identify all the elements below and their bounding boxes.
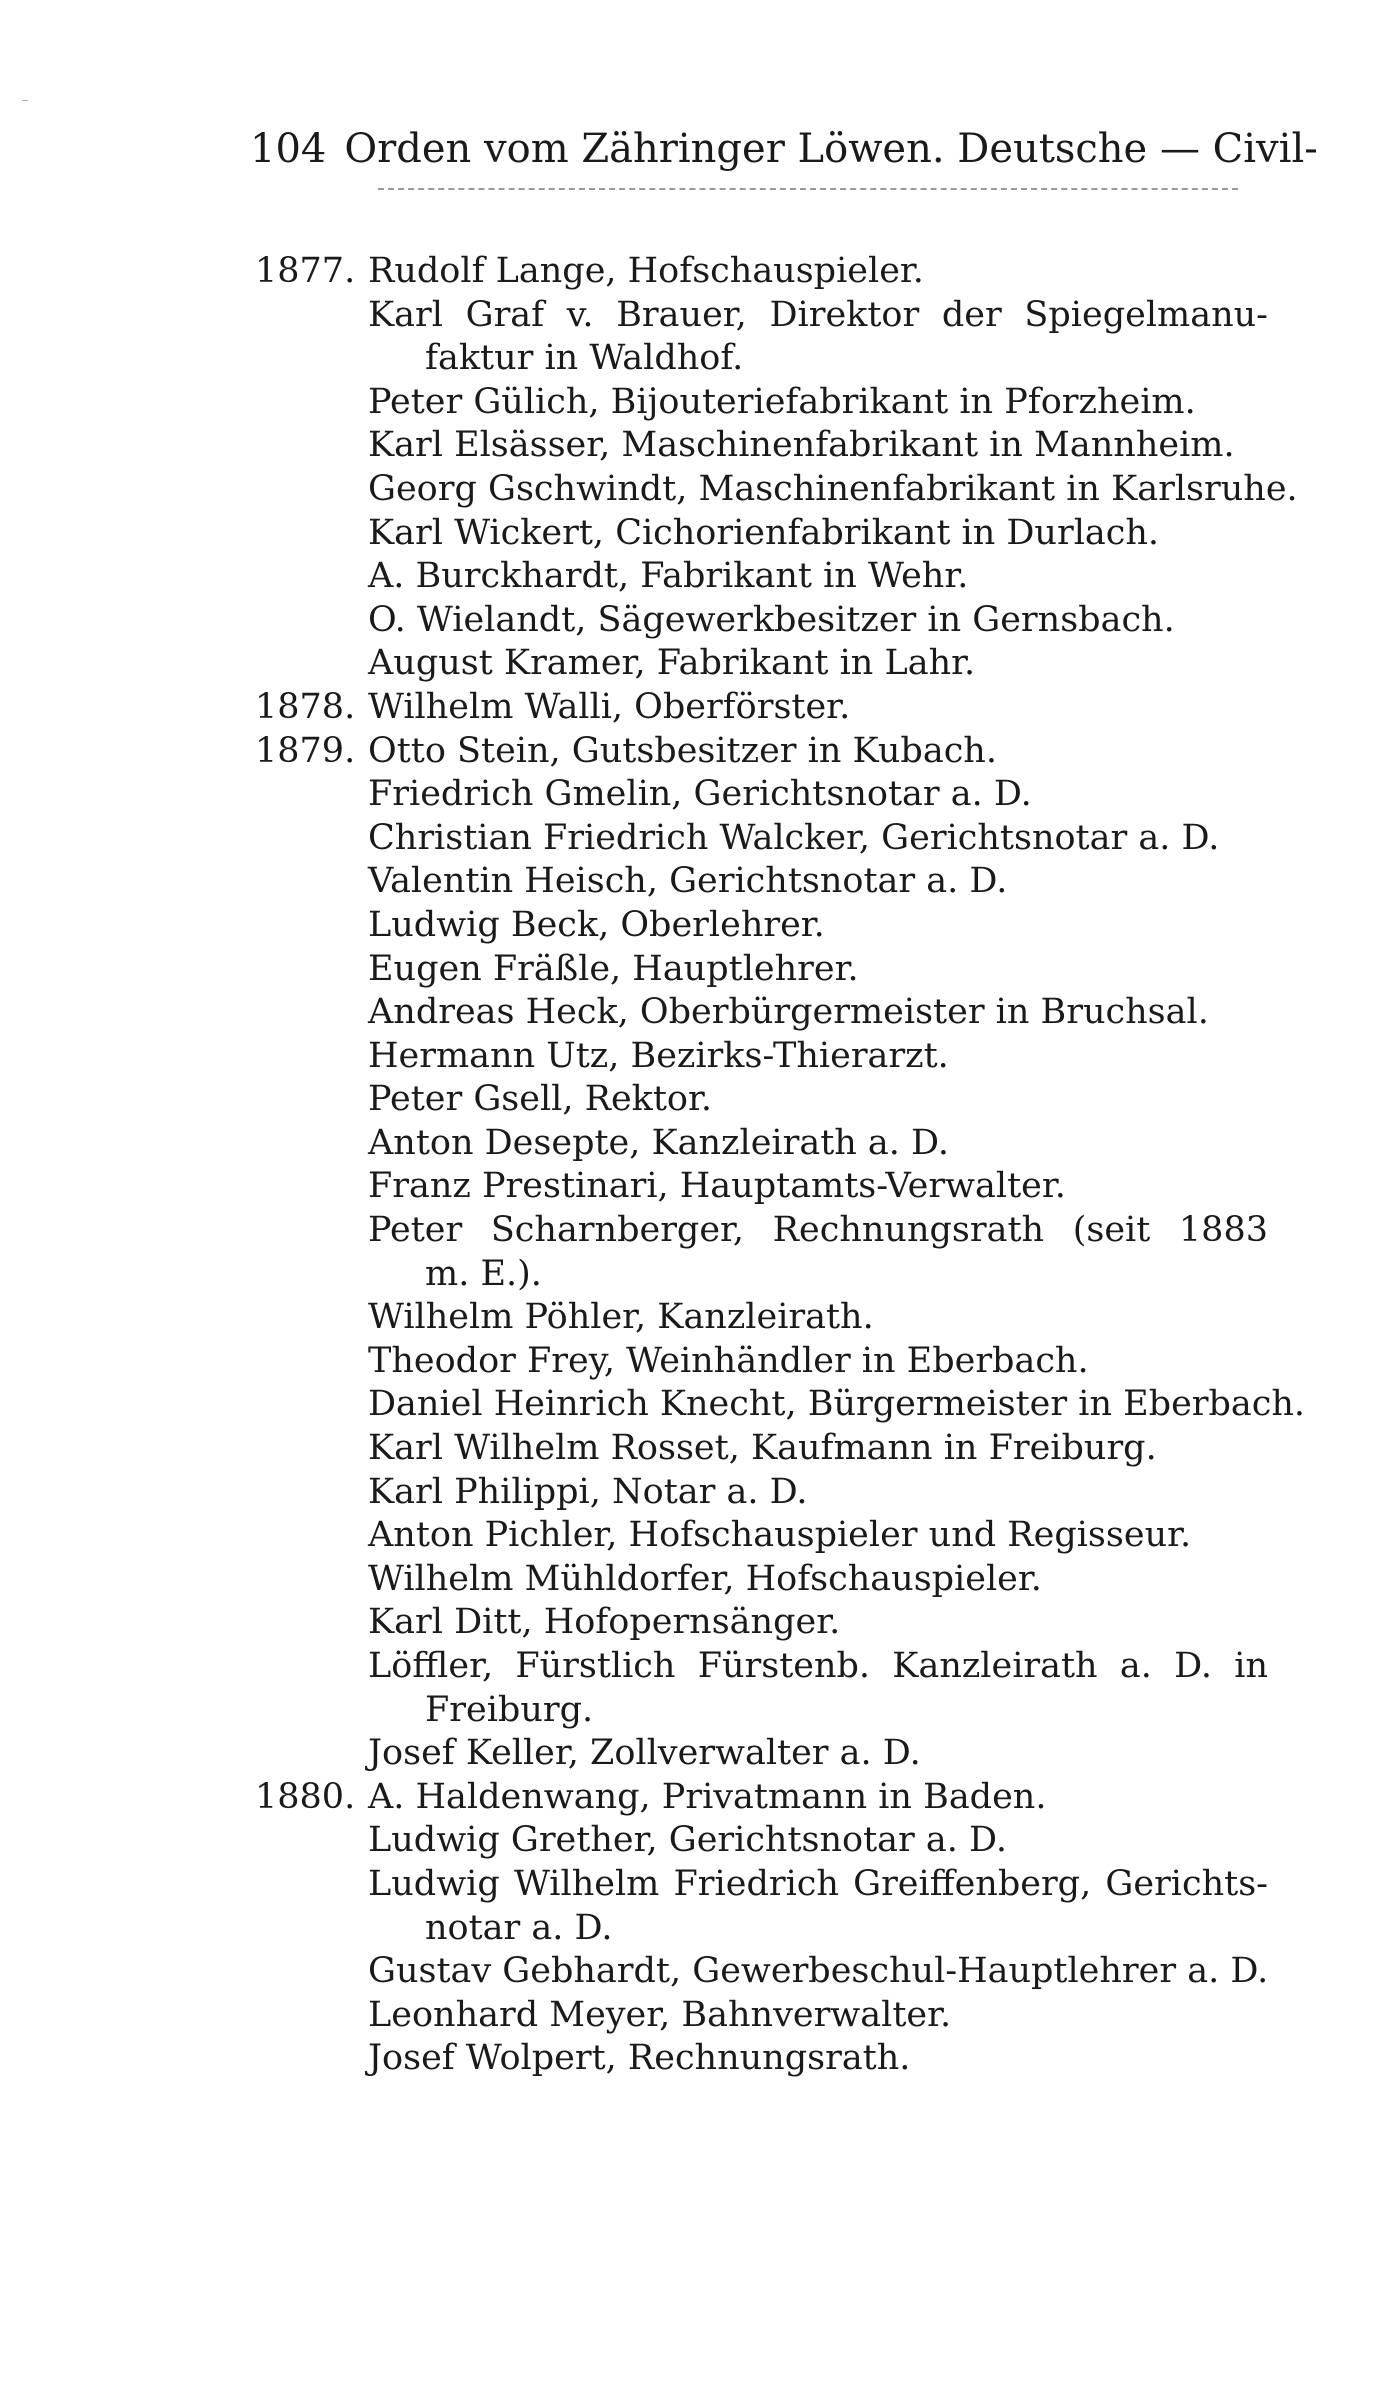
entry-continuation-line — [0, 1253, 1380, 1297]
entry-line — [0, 1863, 1380, 1907]
entry-line — [0, 1296, 1380, 1340]
entry-line — [0, 599, 1380, 643]
entry-text: Christian Friedrich Walcker, Gerichtsnotar a. D. — [368, 817, 1220, 858]
entry-text: Otto Stein, Gutsbesitzer in Kubach. — [368, 730, 997, 771]
entry-text: A. Haldenwang, Privatmann in Baden. — [368, 1776, 1047, 1817]
decoration-list — [0, 250, 1380, 2081]
entry-text: Leonhard Meyer, Bahnverwalter. — [368, 1994, 952, 2035]
running-header — [250, 124, 1318, 174]
entry-line — [0, 1427, 1380, 1471]
entry-text: Karl Graf v. Brauer, Direktor der Spiegelmanu- — [368, 294, 1268, 335]
entry-line — [0, 686, 1380, 730]
entry-text: Peter Scharnberger, Rechnungsrath (seit 1883 — [368, 1210, 1268, 1251]
entry-line — [0, 904, 1380, 948]
entry-text: Karl Elsässer, Maschinenfabrikant in Mannheim. — [368, 425, 1235, 466]
entry-text: Valentin Heisch, Gerichtsnotar a. D. — [368, 861, 1008, 902]
entry-line — [0, 817, 1380, 861]
entry-text: Eugen Fräßle, Hauptlehrer. — [368, 948, 859, 989]
entry-text: Peter Gsell, Rektor. — [368, 1079, 713, 1120]
entry-line — [0, 730, 1380, 774]
entry-text: Gustav Gebhardt, Gewerbeschul-Hauptlehrer a. D. — [368, 1951, 1269, 1992]
entry-text: O. Wielandt, Sägewerkbesitzer in Gernsbach. — [368, 599, 1175, 640]
entry-text: August Kramer, Fabrikant in Lahr. — [368, 643, 976, 684]
entry-line — [0, 1994, 1380, 2038]
entry-line — [0, 1383, 1380, 1427]
entry-line — [0, 424, 1380, 468]
entry-text: Karl Ditt, Hofopernsänger. — [368, 1602, 841, 1643]
entry-text: Daniel Heinrich Knecht, Bürgermeister in Eberbach. — [368, 1384, 1306, 1425]
entry-text: Josef Wolpert, Rechnungsrath. — [368, 2038, 911, 2079]
entry-text: Wilhelm Mühldorfer, Hofschauspieler. — [368, 1558, 1042, 1599]
entry-continuation-line — [0, 1689, 1380, 1733]
header-rule — [378, 188, 1238, 190]
entry-line — [0, 512, 1380, 556]
entry-line — [0, 1558, 1380, 1602]
entry-text: Georg Gschwindt, Maschinenfabrikant in Karlsruhe. — [368, 468, 1298, 509]
entry-line — [0, 948, 1380, 992]
entry-year: 1878. — [255, 686, 356, 727]
entry-line — [0, 250, 1380, 294]
entry-text: Karl Philippi, Notar a. D. — [368, 1471, 808, 1512]
entry-line — [0, 860, 1380, 904]
entry-text: Karl Wickert, Cichorienfabrikant in Durlach. — [368, 512, 1160, 553]
entry-text: Andreas Heck, Oberbürgermeister in Bruchsal. — [368, 992, 1209, 1033]
entry-line — [0, 1122, 1380, 1166]
entry-text: m. E.). — [425, 1253, 542, 1294]
entry-line — [0, 1471, 1380, 1515]
entry-text: Freiburg. — [425, 1689, 594, 1730]
entry-text: Wilhelm Pöhler, Kanzleirath. — [368, 1297, 874, 1338]
entry-text: Theodor Frey, Weinhändler in Eberbach. — [368, 1340, 1089, 1381]
entry-line — [0, 1035, 1380, 1079]
entry-line — [0, 1209, 1380, 1253]
entry-continuation-line — [0, 337, 1380, 381]
scan-mark — [22, 100, 28, 101]
entry-text: Franz Prestinari, Hauptamts-Verwalter. — [368, 1166, 1066, 1207]
entry-line — [0, 1732, 1380, 1776]
entry-text: Karl Wilhelm Rosset, Kaufmann in Freiburg. — [368, 1428, 1157, 1469]
entry-year: 1877. — [255, 251, 356, 291]
entry-text: Ludwig Grether, Gerichtsnotar a. D. — [368, 1820, 1007, 1861]
entry-line — [0, 381, 1380, 425]
entry-line — [0, 1165, 1380, 1209]
entry-line — [0, 773, 1380, 817]
entry-text: Löffler, Fürstlich Fürstenb. Kanzleirath a. D. in — [368, 1646, 1268, 1686]
entry-text: Wilhelm Walli, Oberförster. — [368, 686, 851, 727]
entry-text: Rudolf Lange, Hofschauspieler. — [368, 251, 924, 291]
running-title: Orden vom Zähringer Löwen. Deutsche — Civil- — [344, 126, 1318, 172]
entry-line — [0, 1819, 1380, 1863]
page-number: 104 — [250, 126, 327, 172]
entry-line — [0, 1776, 1380, 1820]
entry-text: A. Burckhardt, Fabrikant in Wehr. — [368, 556, 969, 597]
entry-line — [0, 2037, 1380, 2081]
entry-line — [0, 1950, 1380, 1994]
entry-year: 1879. — [255, 730, 356, 771]
entry-text: notar a. D. — [425, 1907, 613, 1948]
entry-line — [0, 1645, 1380, 1689]
entry-text: Anton Pichler, Hofschauspieler und Regisseur. — [368, 1515, 1192, 1556]
entry-line — [0, 555, 1380, 599]
entry-text: Peter Gülich, Bijouteriefabrikant in Pforzheim. — [368, 381, 1196, 422]
entry-line — [0, 468, 1380, 512]
entry-text: Friedrich Gmelin, Gerichtsnotar a. D. — [368, 774, 1032, 815]
entry-text: Hermann Utz, Bezirks-Thierarzt. — [368, 1035, 949, 1076]
entry-line — [0, 1601, 1380, 1645]
entry-line — [0, 1514, 1380, 1558]
entry-continuation-line — [0, 1907, 1380, 1951]
entry-line — [0, 642, 1380, 686]
entry-text: Josef Keller, Zollverwalter a. D. — [368, 1733, 921, 1774]
entry-line — [0, 294, 1380, 338]
entry-text: Ludwig Wilhelm Friedrich Greiffenberg, Gerichts- — [368, 1863, 1268, 1904]
entry-line — [0, 991, 1380, 1035]
entry-line — [0, 1078, 1380, 1122]
entry-text: Ludwig Beck, Oberlehrer. — [368, 904, 825, 945]
entry-line — [0, 1340, 1380, 1384]
entry-text: Anton Desepte, Kanzleirath a. D. — [368, 1122, 949, 1163]
entry-text: faktur in Waldhof. — [425, 338, 744, 379]
entry-year: 1880. — [255, 1776, 356, 1817]
